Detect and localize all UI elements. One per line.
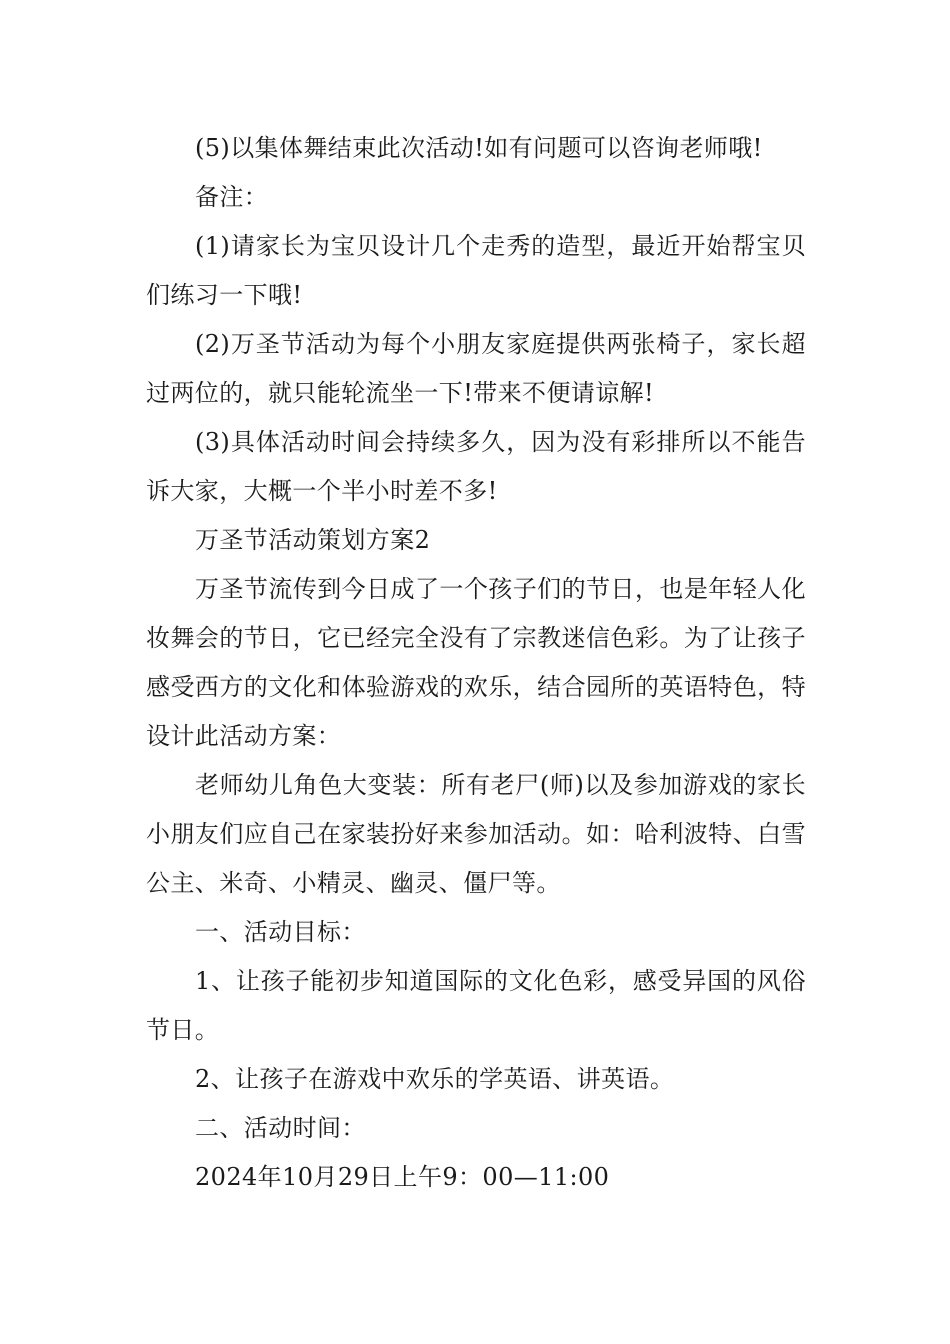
- notes-heading: 备注：: [195, 183, 269, 211]
- note-3: (3)具体活动时间会持续多久，因为没有彩排所以不能告诉大家，大概一个半小时差不多!: [146, 428, 806, 505]
- paragraph-item-5-closing: (5)以集体舞结束此次活动!如有问题可以咨询老师哦!: [195, 134, 763, 162]
- document-page: [146, 124, 806, 1202]
- note-1: (1)请家长为宝贝设计几个走秀的造型，最近开始帮宝贝们练习一下哦!: [146, 232, 806, 309]
- section-title: 万圣节活动策划方案2: [195, 526, 431, 554]
- intro-paragraph: 万圣节流传到今日成了一个孩子们的节日，也是年轻人化妆舞会的节日，它已经完全没有了宗教迷信色彩。为了让孩子感受西方的文化和体验游戏的欢乐，结合园所的英语特色，特设计此活动方案：: [146, 575, 806, 750]
- goal-1: 1、让孩子能初步知道国际的文化色彩，感受异国的风俗节日。: [146, 967, 806, 1044]
- time-heading: 二、活动时间：: [195, 1114, 366, 1142]
- time-value: 2024年10月29日上午9：00—11:00: [195, 1163, 610, 1191]
- goals-heading: 一、活动目标：: [195, 918, 366, 946]
- note-2: (2)万圣节活动为每个小朋友家庭提供两张椅子，家长超过两位的，就只能轮流坐一下!带来不便请谅解!: [146, 330, 806, 407]
- costume-paragraph: 老师幼儿角色大变装：所有老尸(师)以及参加游戏的家长小朋友们应自己在家装扮好来参加活动。如：哈利波特、白雪公主、米奇、小精灵、幽灵、僵尸等。: [146, 771, 806, 897]
- goal-2: 2、让孩子在游戏中欢乐的学英语、讲英语。: [195, 1065, 675, 1093]
